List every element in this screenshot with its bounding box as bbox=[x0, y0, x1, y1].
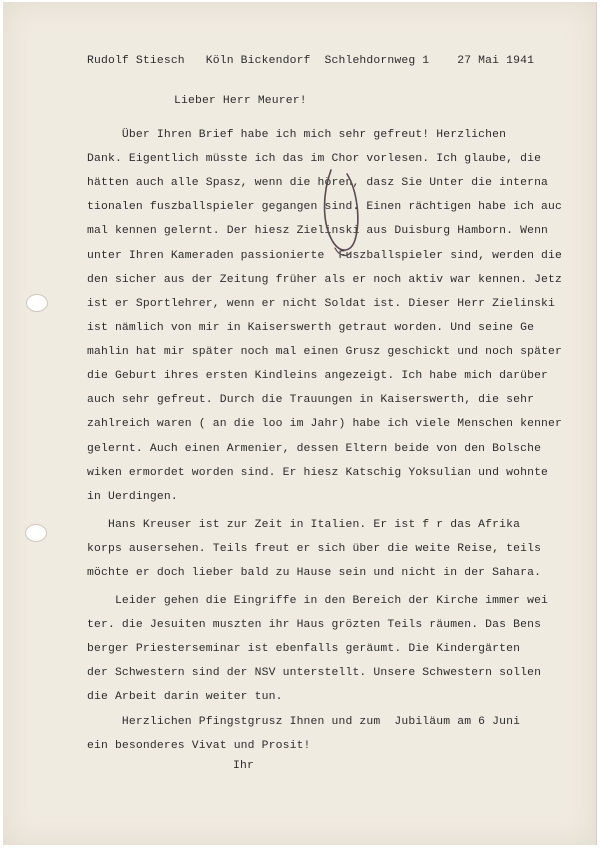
body-line: ter. die Jesuiten muszten ihr Haus grözten Teils räumen. Das Bens bbox=[87, 619, 542, 631]
body-line: tionalen fuszballspieler gegangen sind. Einen rächtigen habe ich auc bbox=[87, 201, 563, 213]
body-line: Über Ihren Brief habe ich mich sehr gefreut! Herzlichen bbox=[87, 129, 507, 141]
body-line: Herzlichen Pfingstgrusz Ihnen und zum Jubiläum am 6 Juni bbox=[87, 716, 521, 728]
body-line: gelernt. Auch einen Armenier, dessen Eltern beide von den Bolsche bbox=[87, 443, 542, 455]
body-line: wiken ermordet worden sind. Er hiesz Katschig Yoksulian und wohnte bbox=[87, 467, 549, 479]
body-line: berger Priesterseminar ist ebenfalls geräumt. Die Kindergärten bbox=[87, 643, 521, 655]
letter-page bbox=[3, 2, 597, 845]
closing: Ihr bbox=[233, 760, 254, 772]
body-line: ist er Sportlehrer, wenn er nicht Soldat ist. Dieser Herr Zielinski bbox=[87, 298, 556, 310]
body-line: korps ausersehen. Teils freut er sich über die weite Reise, teils bbox=[87, 543, 542, 555]
punch-hole bbox=[26, 294, 48, 312]
body-line: ein besonderes Vivat und Prosit! bbox=[87, 740, 311, 752]
body-line: die Geburt ihres ersten Kindleins angezeigt. Ich habe mich darüber bbox=[87, 370, 549, 382]
body-line: Dank. Eigentlich müsste ich das im Chor vorlesen. Ich glaube, die bbox=[87, 153, 542, 165]
body-line: mahlin hat mir später noch mal einen Grusz geschickt und noch später bbox=[87, 346, 563, 358]
body-line: in Uerdingen. bbox=[87, 491, 178, 503]
body-line: unter Ihren Kameraden passionierte Fuszballspieler sind, werden die bbox=[87, 250, 563, 262]
body-line: mal kennen gelernt. Der hiesz Zielinski aus Duisburg Hamborn. Wenn bbox=[87, 225, 549, 237]
body-line: Leider gehen die Eingriffe in den Bereich der Kirche immer wei bbox=[87, 595, 549, 607]
body-line: auch sehr gefreut. Durch die Trauungen in Kaiserswerth, die sehr bbox=[87, 394, 535, 406]
letter-header: Rudolf Stiesch Köln Bickendorf Schlehdornweg 1 27 Mai 1941 bbox=[87, 55, 535, 67]
body-line: möchte er doch lieber bald zu Hause sein und nicht in der Sahara. bbox=[87, 567, 542, 579]
body-line: zahlreich waren ( an die loo im Jahr) habe ich viele Menschen kenner bbox=[87, 418, 563, 430]
body-line: ist nämlich von mir in Kaiserswerth getraut worden. Und seine Ge bbox=[87, 322, 535, 334]
punch-hole bbox=[25, 524, 47, 542]
body-line: den sicher aus der Zeitung früher als er noch aktiv war kennen. Jetz bbox=[87, 274, 563, 286]
body-line: hätten auch alle Spasz, wenn die hören, dasz Sie Unter die interna bbox=[87, 177, 549, 189]
body-line: der Schwestern sind der NSV unterstellt. Unsere Schwestern sollen bbox=[87, 667, 542, 679]
body-line: Hans Kreuser ist zur Zeit in Italien. Er ist f r das Afrika bbox=[87, 519, 521, 531]
handwritten-pen-mark bbox=[317, 162, 367, 262]
body-line: die Arbeit darin weiter tun. bbox=[87, 691, 283, 703]
salutation: Lieber Herr Meurer! bbox=[174, 95, 307, 107]
